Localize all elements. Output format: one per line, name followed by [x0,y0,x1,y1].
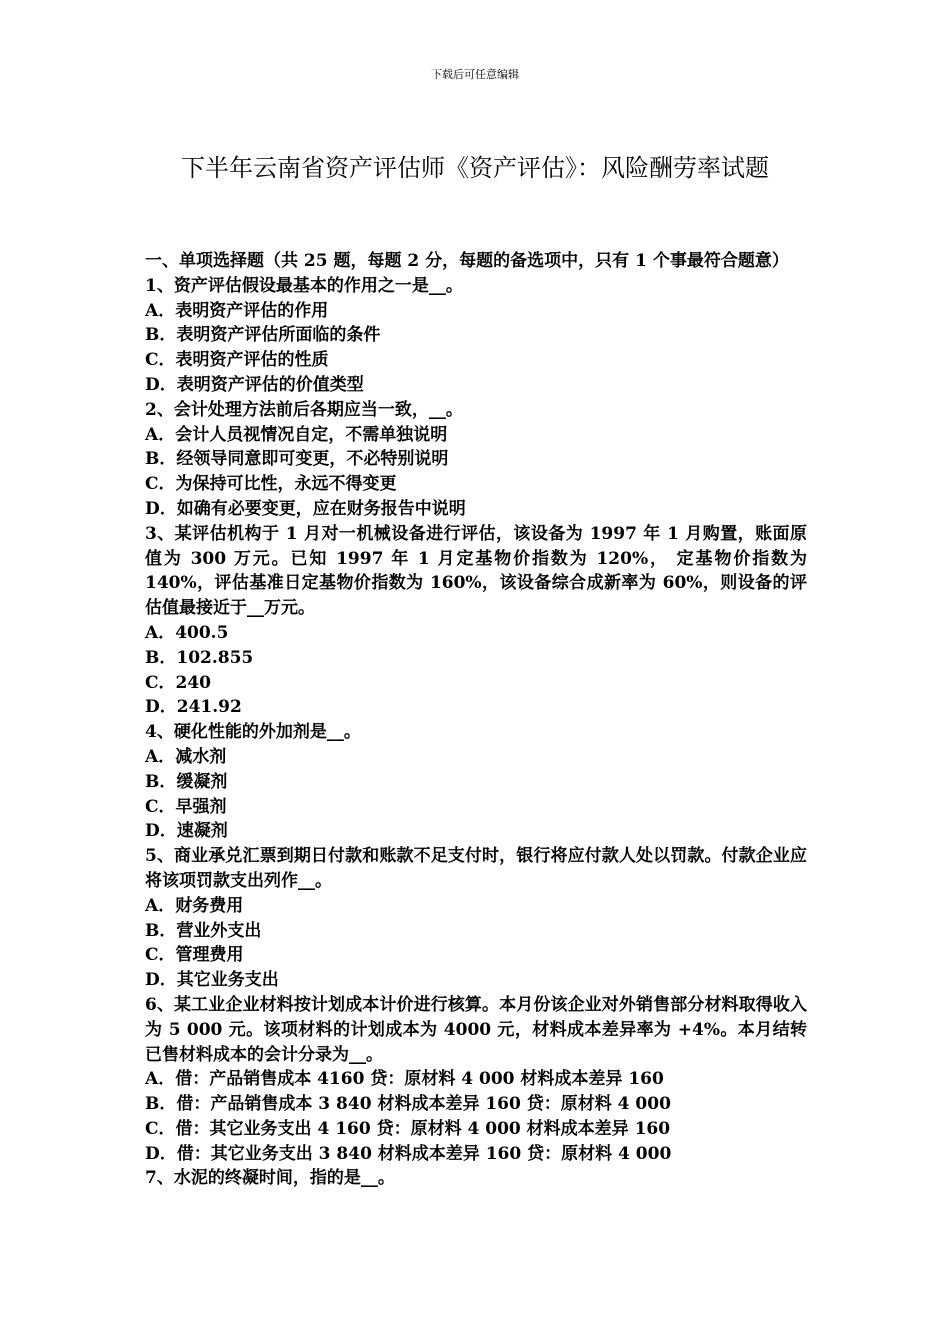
option-b: B．缓凝剂 [145,771,228,792]
option-d: D．借：其它业务支出 3 840 材料成本差异 160 贷：原材料 4 000 [145,1143,672,1164]
option-c: C．为保持可比性，永远不得变更 [145,474,397,495]
question-stem: 4、硬化性能的外加剂是__。 [145,722,361,743]
question-2 [145,398,807,522]
question-stem: 5、商业承兑汇票到期日付款和账款不足支付时，银行将应付款人处以罚款。付款企业应将该项罚款支出列作__。 [145,846,807,891]
question-stem: 2、会计处理方法前后各期应当一致，__。 [145,399,463,420]
question-stem: 7、水泥的终凝时间，指的是__。 [145,1168,395,1189]
option-d: D．其它业务支出 [145,970,279,991]
question-4 [145,720,807,844]
option-b: B．表明资产评估所面临的条件 [145,325,381,346]
option-b: B．经领导同意即可变更，不必特别说明 [145,449,449,470]
option-a: A．会计人员视情况自定，不需单独说明 [145,424,448,445]
option-d: D．速凝剂 [145,821,228,842]
option-b: B．借：产品销售成本 3 840 材料成本差异 160 贷：原材料 4 000 [145,1094,671,1115]
question-stem: 3、某评估机构于 1 月对一机械设备进行评估，该设备为 1997 年 1 月购置，账面原值为 300 万元。已知 1997 年 1 月定基物价指数为 120%， 定基物价指数为 140%，评估基准日定基物价指数为 160%，该设备综合成新率为 60%，则设备的评估值最接近于__万元。 [145,523,807,619]
option-a: A．400.5 [145,622,229,643]
option-a: A．减水剂 [145,746,227,767]
page-title: 下半年云南省资产评估师《资产评估》：风险酬劳率试题 [181,154,769,182]
option-b: B．102.855 [145,647,254,668]
question-6 [145,993,807,1167]
question-stem: 1、资产评估假设最基本的作用之一是__。 [145,275,463,296]
option-c: C．早强剂 [145,796,227,817]
option-a: A．财务费用 [145,895,244,916]
option-c: C．240 [145,672,212,693]
document-body [145,249,807,1191]
option-c: C．表明资产评估的性质 [145,350,329,371]
option-d: D．表明资产评估的价值类型 [145,374,364,395]
option-d: D．如确有必要变更，应在财务报告中说明 [145,498,466,519]
question-5 [145,844,807,993]
question-7 [145,1166,807,1191]
option-a: A．表明资产评估的作用 [145,300,329,321]
option-a: A．借：产品销售成本 4160 贷：原材料 4 000 材料成本差异 160 [145,1069,664,1090]
option-c: C．借：其它业务支出 4 160 贷：原材料 4 000 材料成本差异 160 [145,1118,671,1139]
section-heading: 一、单项选择题（共 25 题，每题 2 分，每题的备选项中，只有 1 个事最符合题意） [145,251,789,271]
question-1 [145,274,807,398]
question-stem: 6、某工业企业材料按计划成本计价进行核算。本月份该企业对外销售部分材料取得收入为 5 000 元。该项材料的计划成本为 4000 元，材料成本差异率为 +4%。本月结转已售材料成本的会计分录为__。 [145,994,807,1065]
question-3 [145,522,807,720]
header-note: 下载后可任意编辑 [431,68,519,81]
option-c: C．管理费用 [145,945,244,966]
option-b: B．营业外支出 [145,920,262,941]
option-d: D．241.92 [145,697,242,718]
